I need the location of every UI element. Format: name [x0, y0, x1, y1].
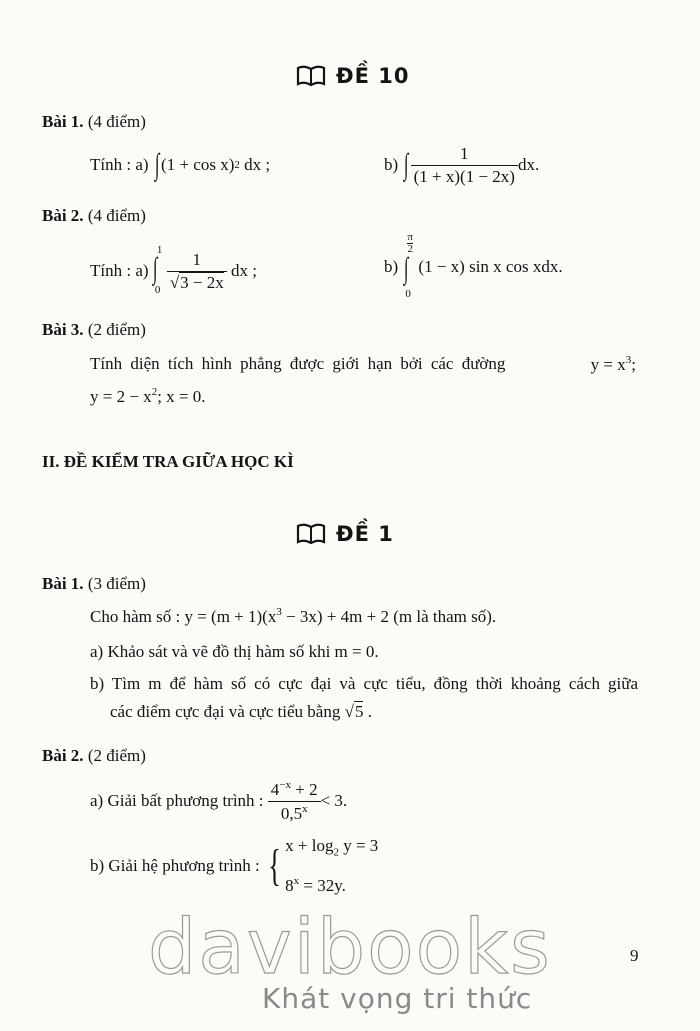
problem-3-text-line1: Tính diện tích hình phẳng được giới hạn bởi các đường $y = x^3$; — [90, 354, 636, 374]
problem-2-header: Bài 2. (4 điểm) — [42, 206, 146, 225]
problem-2-part-a: Tính : a) 1 ∫ 0 $\frac{1}{√3 - 2x}$ dx ; — [90, 244, 257, 296]
integral-sign: ∫ — [154, 148, 160, 181]
problem-1-part-b: b) ∫ $\frac{1}{(1 + x)(1 - 2x)}$ dx. — [384, 143, 540, 186]
watermark-brand: davibooks — [148, 902, 552, 991]
problem-3-header: Bài 3. (2 điểm) — [42, 320, 146, 339]
page-number: 9 — [630, 946, 639, 965]
problem-1-part-a: Tính : a) ∫ (1 + cos x) 2 dx ; — [90, 148, 271, 181]
section-title: II. ĐỀ KIỂM TRA GIỮA HỌC KÌ — [42, 452, 294, 471]
de1-problem-1-header: Bài 1. (3 điểm) — [42, 574, 146, 593]
integral-sign: ∫ — [152, 252, 158, 285]
exam-title-de1: ĐỀ 1 — [296, 522, 394, 546]
system-brace: { — [268, 841, 281, 890]
de1-problem-1-part-b-line1: b) Tìm m để hàm số có cực đại và cực tiểu, đồng thời khoảng cách giữa — [90, 674, 638, 693]
integral-sign: ∫ — [404, 148, 409, 181]
de1-problem-2-part-a: a) Giải bất phương trình : $\frac{4^{-x} + 2}{0,5^x}$ < 3. — [90, 778, 348, 823]
de1-problem-2-part-b: b) Giải hệ phương trình : { $x + \log_2 y = 3$ $8^x = 32y$. — [90, 836, 379, 895]
book-icon — [296, 65, 326, 87]
integral-sign: ∫ — [404, 252, 409, 285]
de1-problem-1-part-b-line2: các điểm cực đại và cực tiểu bằng √5 . — [110, 702, 372, 721]
de1-problem-1-part-a: a) Khảo sát và vẽ đồ thị hàm số khi m = 0. — [90, 642, 379, 661]
problem-3-text-line2: $y = 2 - x^2$; x = 0. — [90, 386, 206, 406]
problem-1-header: Bài 1. (4 điểm) — [42, 112, 146, 131]
de1-problem-2-header: Bài 2. (2 điểm) — [42, 746, 146, 765]
de1-problem-1-statement: Cho hàm số : $y = (m + 1)(x^3 - 3x) + 4m + 2$ (m là tham số). — [90, 606, 497, 626]
watermark-slogan: Khát vọng tri thức — [262, 982, 533, 1015]
exam-title-de10: ĐỀ 10 — [296, 64, 409, 88]
book-icon — [296, 523, 326, 545]
problem-2-part-b: b) π 2 ∫ 0 (1 − x) sin x cos xdx. — [384, 231, 563, 300]
